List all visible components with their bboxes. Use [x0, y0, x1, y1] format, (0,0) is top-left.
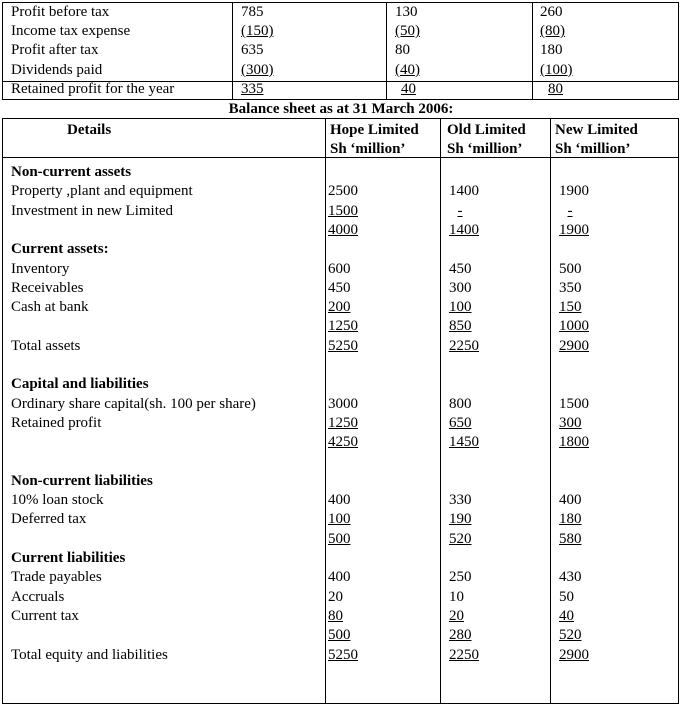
table-cell	[559, 317, 589, 336]
header-new-name: New Limited	[555, 122, 638, 138]
table-cell	[559, 588, 574, 607]
header-hope-unit: Sh ‘million’	[330, 141, 406, 157]
hope-value: 5250	[328, 646, 358, 663]
income-new-value: (100)	[540, 61, 573, 78]
income-row-label: Retained profit for the year	[11, 80, 175, 97]
column-divider	[550, 119, 551, 703]
old-value: 850	[449, 318, 472, 335]
new-value: 580	[559, 530, 582, 547]
hope-value: 5250	[328, 337, 358, 354]
row-label: Trade payables	[11, 569, 102, 586]
table-cell	[559, 510, 582, 529]
old-value: 520	[449, 530, 472, 547]
old-value: 2250	[449, 337, 479, 354]
table-cell	[328, 337, 358, 356]
hope-value: 200	[328, 299, 351, 316]
table-cell	[449, 491, 472, 510]
row-label: Retained profit	[11, 414, 102, 431]
section-heading: Non-current assets	[11, 164, 132, 180]
new-value: 350	[559, 279, 582, 296]
new-value: 500	[559, 260, 582, 277]
table-cell	[328, 298, 351, 317]
table-cell	[559, 260, 582, 279]
table-cell	[328, 279, 351, 298]
income-row-label: Income tax expense	[11, 23, 131, 40]
header-old-name: Old Limited	[447, 122, 526, 138]
new-value: 430	[559, 569, 582, 586]
old-value: 1400	[449, 221, 479, 238]
old-value: 330	[449, 492, 472, 509]
table-cell	[449, 182, 479, 201]
new-value: 180	[559, 511, 582, 528]
header-old-unit: Sh ‘million’	[447, 141, 523, 157]
table-cell	[559, 607, 574, 626]
hope-value: 2500	[328, 183, 358, 200]
table-cell	[559, 202, 581, 221]
header-hope-name: Hope Limited	[330, 122, 419, 138]
table-cell	[449, 317, 472, 336]
section-heading: Non-current liabilities	[11, 472, 153, 489]
table-cell	[559, 568, 582, 587]
income-new-value: (80)	[540, 23, 565, 40]
new-value: -	[567, 202, 573, 219]
table-cell	[328, 414, 358, 433]
income-old-value: 130	[395, 4, 418, 20]
income-row-label: Dividends paid	[11, 61, 103, 78]
income-old-value: 80	[395, 42, 410, 59]
table-cell	[559, 414, 582, 433]
new-value: 40	[559, 607, 574, 624]
table-cell	[449, 607, 464, 626]
income-hope-value: 635	[241, 42, 264, 59]
hope-value: 20	[328, 588, 343, 605]
income-new-value: 260	[540, 4, 563, 20]
new-value: 1900	[559, 221, 589, 238]
hope-value: 1500	[328, 202, 358, 219]
row-label: Total equity and liabilities	[11, 646, 168, 663]
row-label: Ordinary share capital(sh. 100 per share)	[11, 395, 256, 412]
balance-sheet-title: Balance sheet as at 31 March 2006:	[228, 101, 454, 117]
income-row-label: Profit after tax	[11, 42, 99, 59]
table-cell	[559, 337, 589, 356]
hope-value: 600	[328, 260, 351, 277]
row-label: Inventory	[11, 260, 70, 277]
income-old-value: 40	[401, 80, 416, 97]
table-cell	[449, 260, 472, 279]
table-cell	[559, 182, 589, 201]
table-cell	[559, 491, 582, 510]
new-value: 1000	[559, 318, 589, 335]
table-cell	[449, 298, 472, 317]
new-value: 520	[559, 627, 582, 644]
column-divider	[325, 119, 326, 703]
table-cell	[328, 510, 351, 529]
hope-value: 500	[328, 530, 351, 547]
row-label: Receivables	[11, 279, 84, 296]
hope-value: 4250	[328, 434, 358, 451]
table-cell	[449, 337, 479, 356]
hope-value: 4000	[328, 221, 358, 238]
old-value: 450	[449, 260, 472, 277]
income-row	[3, 61, 678, 80]
header-new-unit: Sh ‘million’	[555, 141, 631, 157]
row-label: Current tax	[11, 607, 79, 624]
old-value: 280	[449, 627, 472, 644]
old-value: 300	[449, 279, 472, 296]
table-cell	[328, 626, 351, 645]
section-heading: Capital and liabilities	[11, 376, 149, 393]
table-cell	[328, 491, 351, 510]
table-cell	[328, 433, 358, 452]
hope-value: 3000	[328, 395, 358, 412]
new-value: 50	[559, 588, 574, 605]
new-value: 300	[559, 414, 582, 431]
table-cell	[328, 317, 358, 336]
old-value: 190	[449, 511, 472, 528]
income-row-label: Profit before tax	[11, 4, 110, 20]
hope-value: 1250	[328, 318, 358, 335]
header-details: Details	[67, 122, 112, 138]
hope-value: 400	[328, 569, 351, 586]
row-label: Deferred tax	[11, 511, 87, 528]
table-cell	[559, 279, 582, 298]
income-new-value: 80	[548, 80, 563, 97]
section-heading: Current liabilities	[11, 550, 126, 566]
table-cell	[559, 646, 589, 665]
old-value: 100	[449, 299, 472, 316]
table-cell	[328, 182, 358, 201]
new-value: 1800	[559, 434, 589, 451]
column-divider	[440, 119, 441, 703]
new-value: 1900	[559, 183, 589, 200]
table-cell	[559, 530, 582, 549]
row-label: Cash at bank	[11, 299, 89, 316]
table-cell	[449, 588, 464, 607]
income-old-value: (50)	[395, 23, 420, 40]
old-value: 2250	[449, 646, 479, 663]
table-cell	[559, 395, 589, 414]
row-label: Property ,plant and equipment	[11, 183, 193, 200]
income-old-value: (40)	[395, 61, 420, 78]
income-hope-value: 785	[241, 4, 264, 20]
new-value: 1500	[559, 395, 589, 412]
balance-sheet-table	[2, 118, 679, 704]
income-hope-value: 335	[241, 80, 264, 97]
table-cell	[328, 607, 343, 626]
new-value: 2900	[559, 337, 589, 354]
row-label: Investment in new Limited	[11, 202, 174, 219]
income-new-value: 180	[540, 42, 563, 59]
hope-value: 1250	[328, 414, 358, 431]
table-cell	[559, 298, 582, 317]
hope-value: 80	[328, 607, 343, 624]
row-label: Total assets	[11, 337, 81, 354]
old-value: 1400	[449, 183, 479, 200]
income-row	[3, 80, 678, 99]
table-cell	[559, 433, 589, 452]
table-cell	[328, 588, 343, 607]
table-cell	[328, 260, 351, 279]
table-cell	[449, 568, 472, 587]
table-cell	[328, 202, 358, 221]
table-cell	[328, 530, 351, 549]
hope-value: 450	[328, 279, 351, 296]
income-summary-table	[2, 2, 679, 100]
income-hope-value: (150)	[241, 23, 274, 40]
table-cell	[449, 414, 472, 433]
old-value: 650	[449, 414, 472, 431]
table-cell	[449, 626, 472, 645]
table-cell	[328, 568, 351, 587]
table-cell	[559, 221, 589, 240]
row-label: Accruals	[11, 588, 65, 605]
table-cell	[328, 395, 358, 414]
new-value: 150	[559, 299, 582, 316]
old-value: -	[457, 202, 463, 219]
old-value: 10	[449, 588, 464, 605]
old-value: 1450	[449, 434, 479, 451]
new-value: 400	[559, 492, 582, 509]
table-cell	[449, 530, 472, 549]
old-value: 20	[449, 607, 464, 624]
income-row	[3, 22, 678, 41]
row-label: 10% loan stock	[11, 492, 104, 509]
old-value: 250	[449, 569, 472, 586]
hope-value: 500	[328, 627, 351, 644]
hope-value: 400	[328, 492, 351, 509]
section-heading: Current assets:	[11, 241, 109, 258]
income-row	[3, 41, 678, 60]
table-cell	[559, 626, 582, 645]
income-row	[3, 3, 678, 22]
table-cell	[449, 433, 479, 452]
old-value: 800	[449, 395, 472, 412]
table-cell	[328, 646, 358, 665]
table-cell	[328, 221, 358, 240]
table-cell	[449, 279, 472, 298]
table-cell	[449, 510, 472, 529]
new-value: 2900	[559, 646, 589, 663]
table-cell	[449, 202, 471, 221]
income-hope-value: (300)	[241, 61, 274, 78]
table-cell	[449, 646, 479, 665]
table-cell	[449, 395, 472, 414]
table-cell	[449, 221, 479, 240]
hope-value: 100	[328, 511, 351, 528]
